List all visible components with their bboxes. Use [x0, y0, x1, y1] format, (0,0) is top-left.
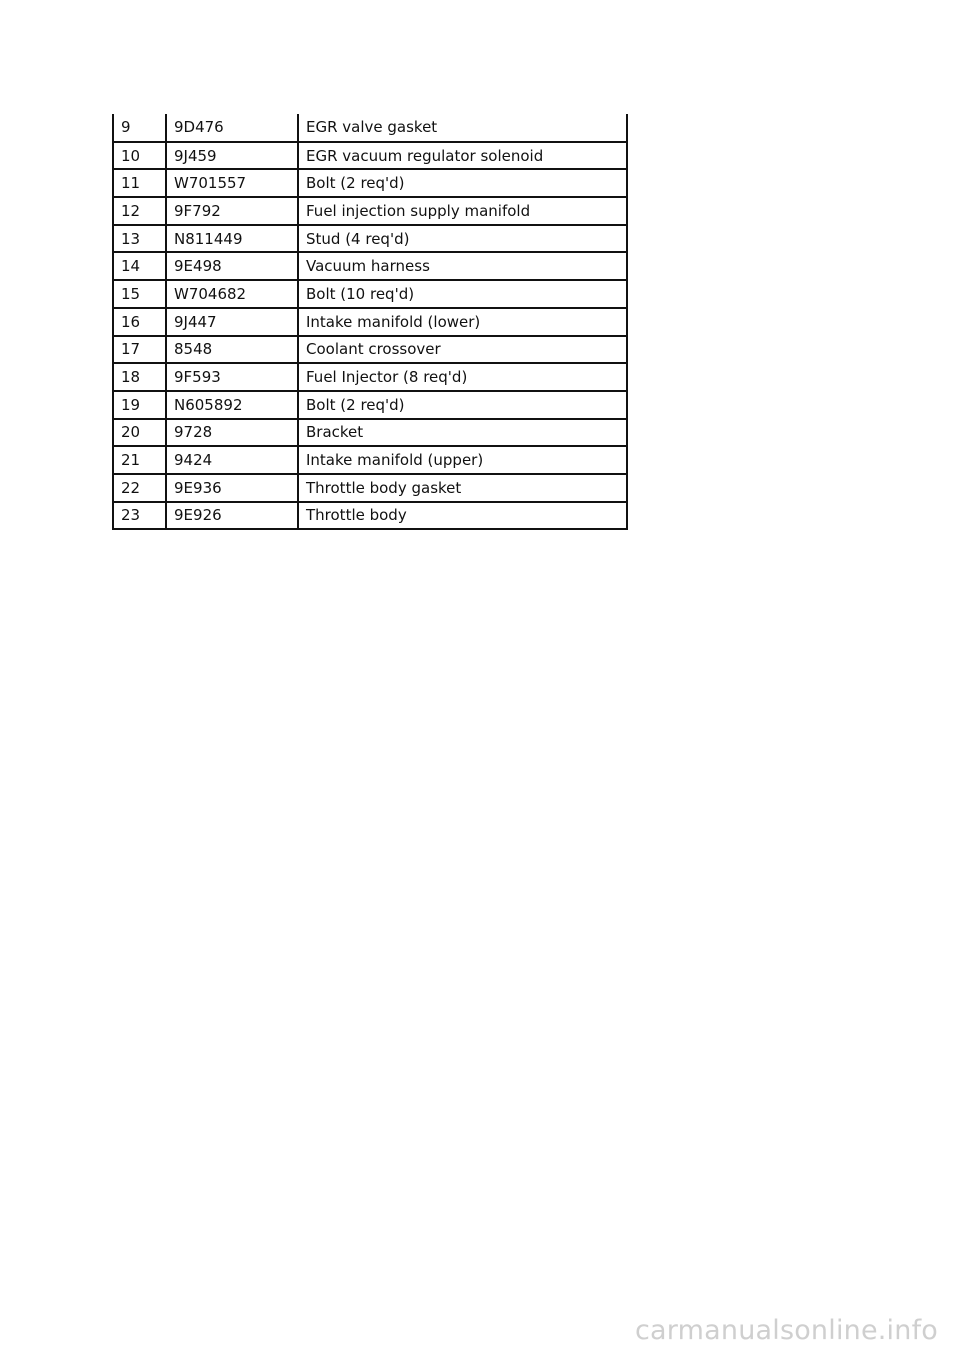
item-number-cell: 12 — [113, 197, 166, 225]
watermark-text: carmanualsonline.info — [635, 1315, 938, 1346]
table-row — [113, 391, 627, 419]
item-number-cell: 14 — [113, 252, 166, 280]
part-number-cell: N605892 — [166, 391, 298, 419]
parts-table-body — [113, 114, 627, 529]
description-cell: Bolt (2 req'd) — [298, 169, 627, 197]
item-number-cell: 18 — [113, 363, 166, 391]
part-number-cell: 9E926 — [166, 502, 298, 530]
description-cell: Throttle body — [298, 502, 627, 530]
item-number-cell: 21 — [113, 446, 166, 474]
table-row — [113, 419, 627, 447]
table-row — [113, 280, 627, 308]
part-number-cell: 8548 — [166, 336, 298, 364]
table-row — [113, 225, 627, 253]
description-cell: Intake manifold (upper) — [298, 446, 627, 474]
item-number-cell: 17 — [113, 336, 166, 364]
part-number-cell: 9J447 — [166, 308, 298, 336]
description-cell: EGR vacuum regulator solenoid — [298, 142, 627, 170]
part-number-cell: 9J459 — [166, 142, 298, 170]
part-number-cell: 9E936 — [166, 474, 298, 502]
part-number-cell: N811449 — [166, 225, 298, 253]
description-cell: Bolt (2 req'd) — [298, 391, 627, 419]
item-number-cell: 13 — [113, 225, 166, 253]
description-cell: Coolant crossover — [298, 336, 627, 364]
part-number-cell: 9E498 — [166, 252, 298, 280]
table-row — [113, 169, 627, 197]
item-number-cell: 15 — [113, 280, 166, 308]
description-cell: Fuel injection supply manifold — [298, 197, 627, 225]
part-number-cell: 9D476 — [166, 114, 298, 142]
table-row — [113, 114, 627, 142]
table-row — [113, 474, 627, 502]
part-number-cell: W704682 — [166, 280, 298, 308]
table-row — [113, 446, 627, 474]
item-number-cell: 19 — [113, 391, 166, 419]
table-row — [113, 502, 627, 530]
table-row — [113, 336, 627, 364]
item-number-cell: 16 — [113, 308, 166, 336]
table-row — [113, 197, 627, 225]
part-number-cell: 9424 — [166, 446, 298, 474]
item-number-cell: 20 — [113, 419, 166, 447]
part-number-cell: W701557 — [166, 169, 298, 197]
table-row — [113, 308, 627, 336]
part-number-cell: 9F593 — [166, 363, 298, 391]
part-number-cell: 9F792 — [166, 197, 298, 225]
parts-table — [112, 114, 628, 530]
item-number-cell: 23 — [113, 502, 166, 530]
description-cell: Vacuum harness — [298, 252, 627, 280]
table-row — [113, 252, 627, 280]
description-cell: Bracket — [298, 419, 627, 447]
item-number-cell: 11 — [113, 169, 166, 197]
item-number-cell: 10 — [113, 142, 166, 170]
part-number-cell: 9728 — [166, 419, 298, 447]
description-cell: Stud (4 req'd) — [298, 225, 627, 253]
description-cell: Intake manifold (lower) — [298, 308, 627, 336]
description-cell: EGR valve gasket — [298, 114, 627, 142]
description-cell: Fuel Injector (8 req'd) — [298, 363, 627, 391]
description-cell: Throttle body gasket — [298, 474, 627, 502]
item-number-cell: 9 — [113, 114, 166, 142]
table-row — [113, 363, 627, 391]
item-number-cell: 22 — [113, 474, 166, 502]
table-row — [113, 142, 627, 170]
description-cell: Bolt (10 req'd) — [298, 280, 627, 308]
